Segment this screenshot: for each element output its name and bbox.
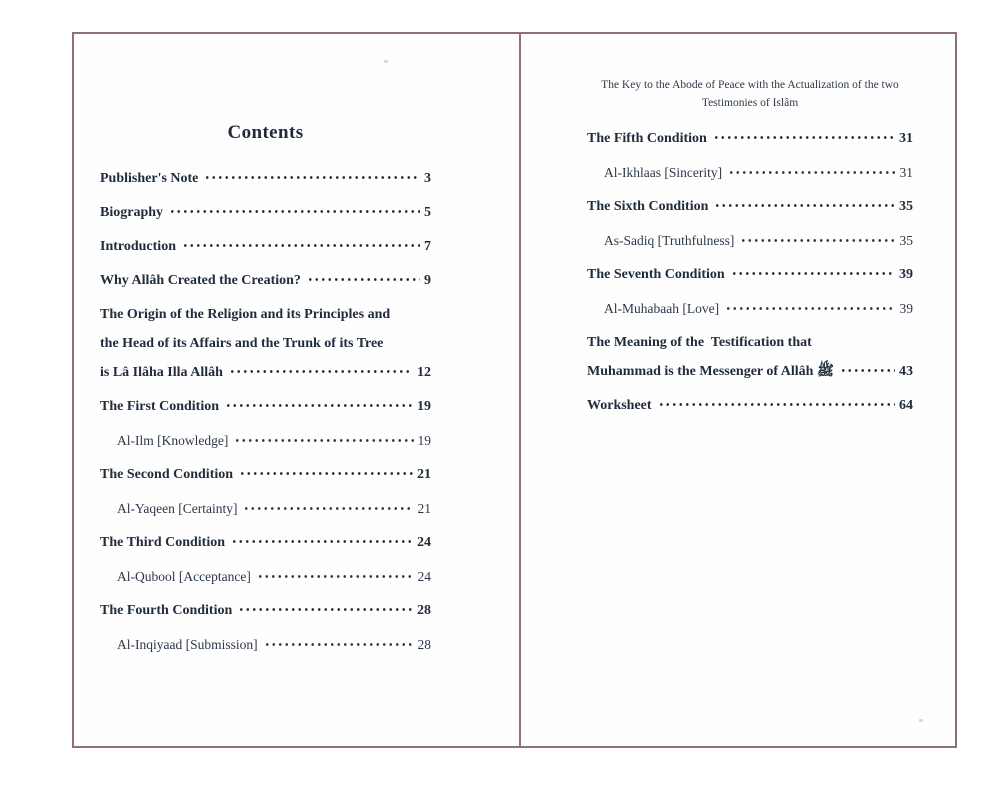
dot-leader bbox=[229, 369, 413, 374]
right-page-content bbox=[521, 76, 955, 420]
contents-heading: Contents bbox=[227, 122, 304, 143]
dot-leader bbox=[714, 203, 895, 208]
toc-entry bbox=[100, 562, 431, 591]
page-number: 43 bbox=[899, 364, 913, 379]
dot-leader bbox=[307, 277, 420, 282]
dot-leader bbox=[204, 175, 420, 180]
dot-leader bbox=[231, 539, 413, 544]
dot-leader bbox=[713, 135, 895, 140]
dot-leader bbox=[725, 306, 895, 311]
page-number: 24 bbox=[417, 569, 431, 584]
toc-entry bbox=[587, 158, 913, 187]
toc-entry bbox=[100, 198, 431, 227]
page-number: 28 bbox=[417, 603, 431, 618]
left-page-content bbox=[74, 122, 519, 659]
toc-entry-title: Why Allâh Created the Creation? bbox=[100, 273, 301, 288]
toc-list-right bbox=[587, 124, 913, 420]
page-number: 9 bbox=[424, 273, 431, 288]
toc-entry bbox=[100, 630, 431, 659]
dot-leader bbox=[264, 642, 414, 647]
toc-entry-title: Muhammad is the Messenger of Allâh ﷺ bbox=[587, 364, 834, 379]
toc-entry bbox=[100, 300, 431, 387]
page-number: 39 bbox=[899, 301, 913, 316]
toc-entry-title: The First Condition bbox=[100, 399, 220, 414]
toc-entry-title: Worksheet bbox=[587, 398, 652, 413]
toc-list-left bbox=[100, 164, 431, 659]
toc-entry bbox=[100, 460, 431, 489]
toc-entry-title: The Origin of the Religion and its Principles and bbox=[100, 307, 391, 322]
toc-line bbox=[100, 460, 431, 489]
toc-entry-title: The Seventh Condition bbox=[587, 267, 725, 282]
toc-entry-title: Al-Inqiyaad [Submission] bbox=[117, 637, 258, 652]
toc-entry bbox=[587, 226, 913, 255]
toc-entry bbox=[100, 232, 431, 261]
toc-line bbox=[587, 328, 913, 357]
dot-leader bbox=[731, 271, 895, 276]
page-number: 28 bbox=[417, 637, 431, 652]
toc-line bbox=[117, 562, 431, 591]
toc-entry-title: the Head of its Affairs and the Trunk of its Tree bbox=[100, 336, 384, 351]
page-number: 35 bbox=[899, 199, 913, 214]
page-number: 35 bbox=[899, 233, 913, 248]
page-number: 31 bbox=[899, 131, 913, 146]
toc-line bbox=[587, 391, 913, 420]
page-number: 31 bbox=[899, 165, 913, 180]
toc-line bbox=[117, 630, 431, 659]
dot-leader bbox=[840, 368, 895, 373]
toc-line bbox=[100, 164, 431, 193]
running-header bbox=[587, 76, 913, 112]
toc-line bbox=[604, 226, 913, 255]
toc-line bbox=[587, 260, 913, 289]
toc-line bbox=[100, 300, 431, 329]
page-number: 7 bbox=[424, 239, 431, 254]
dot-leader bbox=[238, 607, 413, 612]
toc-entry-title: Al-Yaqeen [Certainty] bbox=[117, 501, 238, 516]
toc-entry bbox=[587, 124, 913, 153]
toc-entry-title: The Sixth Condition bbox=[587, 199, 709, 214]
page-number: 19 bbox=[417, 433, 431, 448]
toc-entry bbox=[100, 596, 431, 625]
running-header-line-1: The Key to the Abode of Peace with the Actualization of the two bbox=[601, 79, 899, 91]
toc-entry-title: The Fourth Condition bbox=[100, 603, 233, 618]
toc-entry-title: is Lâ Ilâha Illa Allâh bbox=[100, 365, 223, 380]
page-number: 12 bbox=[417, 365, 431, 380]
toc-line bbox=[604, 294, 913, 323]
toc-entry-title: Biography bbox=[100, 205, 164, 220]
page-number: 21 bbox=[417, 501, 431, 516]
dot-leader bbox=[728, 170, 895, 175]
toc-entry-title: The Fifth Condition bbox=[587, 131, 707, 146]
toc-entry bbox=[100, 528, 431, 557]
toc-line bbox=[604, 158, 913, 187]
toc-entry-title: The Meaning of the Testification that bbox=[587, 335, 812, 350]
page-number: 39 bbox=[899, 267, 913, 282]
toc-line bbox=[100, 392, 431, 421]
toc-entry bbox=[587, 294, 913, 323]
toc-line bbox=[117, 494, 431, 523]
page-number: 5 bbox=[424, 205, 431, 220]
dot-leader bbox=[182, 243, 420, 248]
toc-line bbox=[100, 329, 431, 358]
dot-leader bbox=[257, 574, 414, 579]
page-number: 3 bbox=[424, 171, 431, 186]
toc-line bbox=[587, 124, 913, 153]
page-number: 21 bbox=[417, 467, 431, 482]
toc-entry bbox=[587, 328, 913, 386]
toc-entry-title: Introduction bbox=[100, 239, 176, 254]
toc-line bbox=[100, 358, 431, 387]
dot-leader bbox=[169, 209, 420, 214]
dot-leader bbox=[234, 438, 413, 443]
dot-leader bbox=[225, 403, 413, 408]
toc-line bbox=[100, 232, 431, 261]
toc-entry-title: The Third Condition bbox=[100, 535, 226, 550]
dot-leader bbox=[658, 402, 895, 407]
dot-leader bbox=[243, 506, 413, 511]
toc-entry bbox=[587, 391, 913, 420]
toc-line bbox=[100, 528, 431, 557]
toc-entry bbox=[100, 392, 431, 421]
running-header-line-2: Testimonies of Islâm bbox=[701, 97, 799, 109]
toc-line bbox=[587, 192, 913, 221]
page-number: 19 bbox=[417, 399, 431, 414]
toc-entry-title: Al-Ilm [Knowledge] bbox=[117, 433, 229, 448]
page-number: 24 bbox=[417, 535, 431, 550]
left-page bbox=[72, 32, 520, 748]
dot-leader bbox=[239, 471, 413, 476]
toc-entry bbox=[100, 426, 431, 455]
toc-entry-title: As-Sadiq [Truthfulness] bbox=[604, 233, 735, 248]
toc-line bbox=[100, 198, 431, 227]
toc-entry bbox=[100, 266, 431, 295]
toc-line bbox=[117, 426, 431, 455]
toc-line bbox=[100, 266, 431, 295]
dot-leader bbox=[740, 238, 895, 243]
page-number: 64 bbox=[899, 398, 913, 413]
toc-entry bbox=[587, 192, 913, 221]
toc-entry-title: Al-Qubool [Acceptance] bbox=[117, 569, 251, 584]
toc-entry-title: Publisher's Note bbox=[100, 171, 199, 186]
toc-entry-title: Al-Muhabaah [Love] bbox=[604, 301, 720, 316]
toc-entry bbox=[587, 260, 913, 289]
toc-entry bbox=[100, 494, 431, 523]
right-page bbox=[520, 32, 957, 748]
toc-entry-title: Al-Ikhlaas [Sincerity] bbox=[604, 165, 723, 180]
toc-line bbox=[587, 357, 913, 386]
toc-line bbox=[100, 596, 431, 625]
toc-entry-title: The Second Condition bbox=[100, 467, 234, 482]
toc-entry bbox=[100, 164, 431, 193]
